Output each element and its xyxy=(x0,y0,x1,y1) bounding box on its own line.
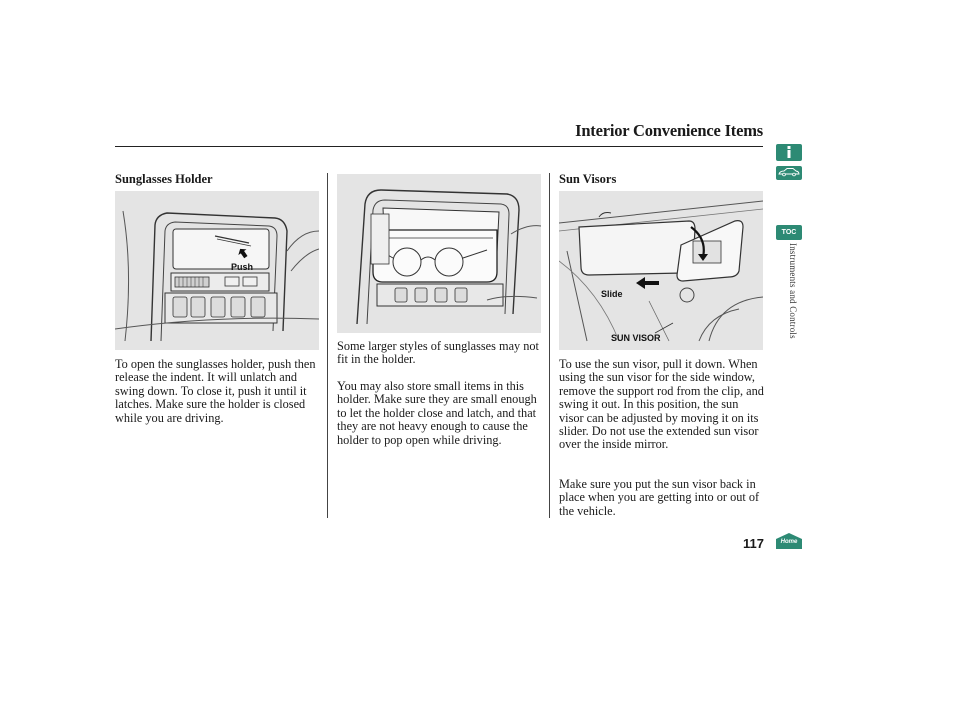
page-number: 117 xyxy=(743,536,764,551)
column-divider-left xyxy=(327,173,328,518)
small-items-text: You may also store small items in this holder. Make sure they are small enough to let the holder close and latch, and that they are not heavy enough to cause the holder to pop open while driving. xyxy=(337,379,537,447)
section-tab-label: Instruments and Controls xyxy=(788,243,798,339)
sunglasses-holder-open-figure xyxy=(337,174,541,333)
push-label: Push xyxy=(231,262,254,272)
sun-visor-label: SUN VISOR xyxy=(611,333,661,343)
home-button[interactable] xyxy=(775,532,803,550)
page-title: Interior Convenience Items xyxy=(575,121,763,140)
open-holder-illustration xyxy=(337,174,541,333)
sunglasses-holder-figure xyxy=(115,191,319,350)
overhead-console-illustration xyxy=(115,191,319,350)
sunglasses-holder-text: To open the sunglasses holder, push then release the indent. It will unlatch and swing down. To close it, push it until it latches. Make sure the holder is closed while you are driving. xyxy=(115,357,316,425)
sunglasses-holder-heading: Sunglasses Holder xyxy=(115,172,213,186)
larger-sunglasses-text: Some larger styles of sunglasses may not fit in the holder. xyxy=(337,339,539,367)
column-divider-right xyxy=(549,173,550,518)
toc-button[interactable] xyxy=(776,225,802,240)
sun-visor-reminder-text: Make sure you put the sun visor back in place when you are getting into or out of the vehicle. xyxy=(559,477,760,518)
car-icon xyxy=(778,167,800,179)
header-rule xyxy=(115,146,763,147)
toc-label: TOC xyxy=(781,229,797,236)
sun-visors-heading: Sun Visors xyxy=(559,172,617,186)
sun-visor-illustration xyxy=(559,191,763,350)
home-label: Home xyxy=(780,539,798,545)
info-button[interactable] xyxy=(776,144,802,161)
slide-label: Slide xyxy=(601,289,623,299)
car-button[interactable] xyxy=(776,166,802,180)
sun-visor-figure xyxy=(559,191,763,350)
sun-visor-usage-text: To use the sun visor, pull it down. When using the sun visor for the side window, remove the support rod from the clip, and swing it out. In this position, the sun visor can be adjusted by moving it on its slider. Do not use the extended sun visor over the inside mirror. xyxy=(559,357,764,452)
info-icon xyxy=(785,146,793,160)
